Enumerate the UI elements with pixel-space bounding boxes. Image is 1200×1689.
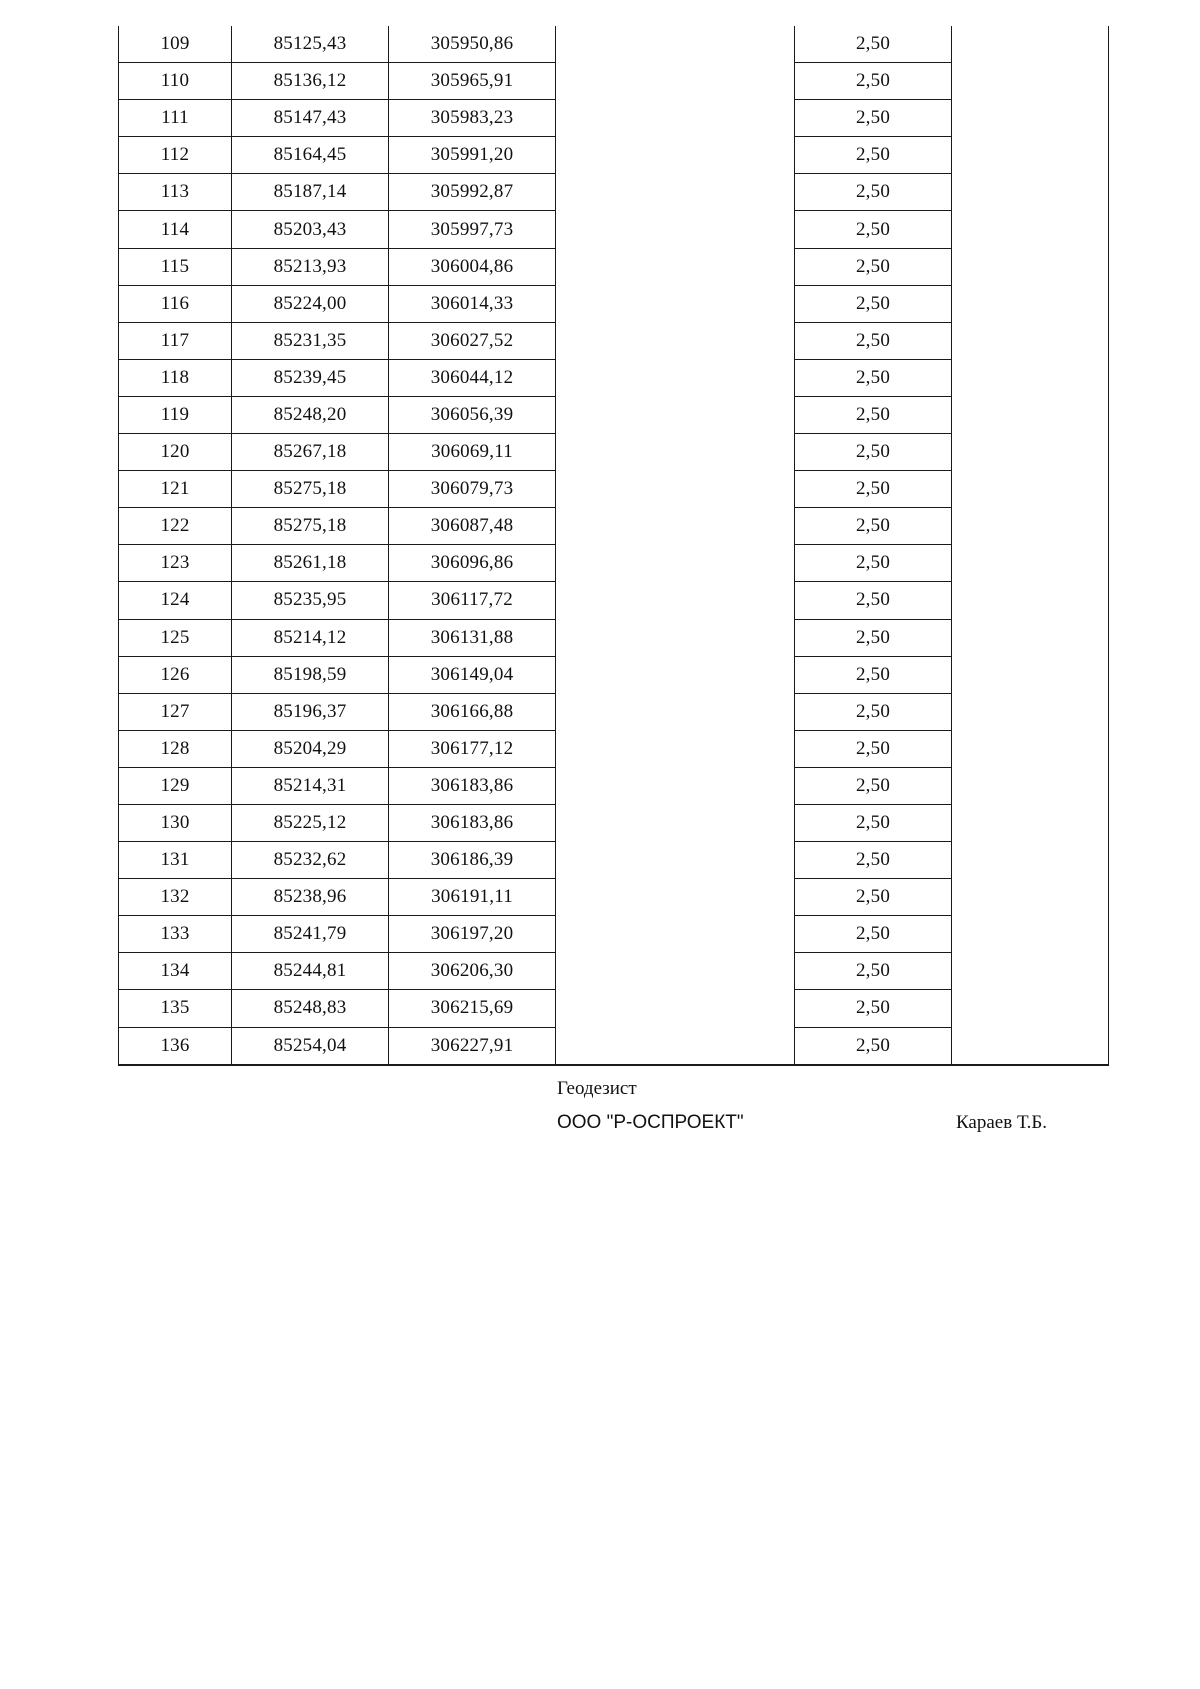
x-coordinate-cell: 85187,14 xyxy=(232,174,389,211)
empty-cell xyxy=(556,1027,795,1065)
x-coordinate-cell: 85225,12 xyxy=(232,804,389,841)
empty-cell xyxy=(556,396,795,433)
empty-cell xyxy=(556,804,795,841)
x-coordinate-cell: 85232,62 xyxy=(232,842,389,879)
table-row xyxy=(119,953,1109,990)
x-coordinate-cell: 85224,00 xyxy=(232,285,389,322)
empty-cell xyxy=(952,767,1109,804)
empty-cell xyxy=(952,916,1109,953)
point-number-cell: 128 xyxy=(119,730,232,767)
empty-cell xyxy=(556,953,795,990)
y-coordinate-cell: 306149,04 xyxy=(389,656,556,693)
point-number-cell: 111 xyxy=(119,100,232,137)
y-coordinate-cell: 306197,20 xyxy=(389,916,556,953)
table-row xyxy=(119,174,1109,211)
accuracy-cell: 2,50 xyxy=(795,730,952,767)
x-coordinate-cell: 85203,43 xyxy=(232,211,389,248)
accuracy-cell: 2,50 xyxy=(795,582,952,619)
x-coordinate-cell: 85125,43 xyxy=(232,26,389,63)
y-coordinate-cell: 305992,87 xyxy=(389,174,556,211)
y-coordinate-cell: 306069,11 xyxy=(389,434,556,471)
empty-cell xyxy=(952,842,1109,879)
accuracy-cell: 2,50 xyxy=(795,137,952,174)
table-row xyxy=(119,322,1109,359)
accuracy-cell: 2,50 xyxy=(795,174,952,211)
y-coordinate-cell: 306183,86 xyxy=(389,804,556,841)
y-coordinate-cell: 305997,73 xyxy=(389,211,556,248)
empty-cell xyxy=(952,619,1109,656)
empty-cell xyxy=(952,26,1109,63)
x-coordinate-cell: 85204,29 xyxy=(232,730,389,767)
x-coordinate-cell: 85275,18 xyxy=(232,508,389,545)
table-row xyxy=(119,879,1109,916)
x-coordinate-cell: 85244,81 xyxy=(232,953,389,990)
empty-cell xyxy=(556,693,795,730)
y-coordinate-cell: 306044,12 xyxy=(389,359,556,396)
accuracy-cell: 2,50 xyxy=(795,619,952,656)
accuracy-cell: 2,50 xyxy=(795,693,952,730)
empty-cell xyxy=(952,804,1109,841)
y-coordinate-cell: 306186,39 xyxy=(389,842,556,879)
x-coordinate-cell: 85275,18 xyxy=(232,471,389,508)
point-number-cell: 122 xyxy=(119,508,232,545)
empty-cell xyxy=(556,63,795,100)
table-row xyxy=(119,248,1109,285)
empty-cell xyxy=(556,730,795,767)
x-coordinate-cell: 85214,31 xyxy=(232,767,389,804)
empty-cell xyxy=(952,1027,1109,1065)
accuracy-cell: 2,50 xyxy=(795,211,952,248)
point-number-cell: 110 xyxy=(119,63,232,100)
empty-cell xyxy=(556,842,795,879)
y-coordinate-cell: 306183,86 xyxy=(389,767,556,804)
empty-cell xyxy=(556,656,795,693)
table-row xyxy=(119,471,1109,508)
empty-cell xyxy=(952,396,1109,433)
empty-cell xyxy=(556,508,795,545)
accuracy-cell: 2,50 xyxy=(795,508,952,545)
y-coordinate-cell: 306166,88 xyxy=(389,693,556,730)
table-row xyxy=(119,582,1109,619)
table-row xyxy=(119,508,1109,545)
point-number-cell: 115 xyxy=(119,248,232,285)
table-row xyxy=(119,842,1109,879)
point-number-cell: 114 xyxy=(119,211,232,248)
y-coordinate-cell: 306177,12 xyxy=(389,730,556,767)
y-coordinate-cell: 306191,11 xyxy=(389,879,556,916)
y-coordinate-cell: 306079,73 xyxy=(389,471,556,508)
table-row xyxy=(119,100,1109,137)
y-coordinate-cell: 305991,20 xyxy=(389,137,556,174)
y-coordinate-cell: 306087,48 xyxy=(389,508,556,545)
y-coordinate-cell: 306215,69 xyxy=(389,990,556,1027)
empty-cell xyxy=(952,137,1109,174)
empty-cell xyxy=(952,879,1109,916)
empty-cell xyxy=(556,990,795,1027)
y-coordinate-cell: 306227,91 xyxy=(389,1027,556,1065)
x-coordinate-cell: 85238,96 xyxy=(232,879,389,916)
accuracy-cell: 2,50 xyxy=(795,545,952,582)
x-coordinate-cell: 85239,45 xyxy=(232,359,389,396)
accuracy-cell: 2,50 xyxy=(795,1027,952,1065)
y-coordinate-cell: 305965,91 xyxy=(389,63,556,100)
point-number-cell: 126 xyxy=(119,656,232,693)
accuracy-cell: 2,50 xyxy=(795,322,952,359)
accuracy-cell: 2,50 xyxy=(795,656,952,693)
point-number-cell: 119 xyxy=(119,396,232,433)
empty-cell xyxy=(556,767,795,804)
point-number-cell: 136 xyxy=(119,1027,232,1065)
accuracy-cell: 2,50 xyxy=(795,953,952,990)
y-coordinate-cell: 305983,23 xyxy=(389,100,556,137)
point-number-cell: 116 xyxy=(119,285,232,322)
signature-role: Геодезист xyxy=(557,1078,637,1099)
x-coordinate-cell: 85196,37 xyxy=(232,693,389,730)
accuracy-cell: 2,50 xyxy=(795,396,952,433)
point-number-cell: 125 xyxy=(119,619,232,656)
point-number-cell: 121 xyxy=(119,471,232,508)
x-coordinate-cell: 85248,20 xyxy=(232,396,389,433)
accuracy-cell: 2,50 xyxy=(795,767,952,804)
y-coordinate-cell: 306131,88 xyxy=(389,619,556,656)
table-row xyxy=(119,211,1109,248)
empty-cell xyxy=(952,248,1109,285)
point-number-cell: 109 xyxy=(119,26,232,63)
empty-cell xyxy=(556,582,795,619)
empty-cell xyxy=(952,359,1109,396)
point-number-cell: 131 xyxy=(119,842,232,879)
point-number-cell: 123 xyxy=(119,545,232,582)
point-number-cell: 132 xyxy=(119,879,232,916)
accuracy-cell: 2,50 xyxy=(795,916,952,953)
accuracy-cell: 2,50 xyxy=(795,100,952,137)
table-row xyxy=(119,767,1109,804)
signature-organization: ООО "Р-ОСПРОЕКТ" xyxy=(557,1112,744,1133)
table-row xyxy=(119,619,1109,656)
empty-cell xyxy=(952,471,1109,508)
y-coordinate-cell: 305950,86 xyxy=(389,26,556,63)
accuracy-cell: 2,50 xyxy=(795,285,952,322)
point-number-cell: 133 xyxy=(119,916,232,953)
accuracy-cell: 2,50 xyxy=(795,471,952,508)
table-row xyxy=(119,730,1109,767)
y-coordinate-cell: 306206,30 xyxy=(389,953,556,990)
empty-cell xyxy=(952,211,1109,248)
x-coordinate-cell: 85213,93 xyxy=(232,248,389,285)
y-coordinate-cell: 306027,52 xyxy=(389,322,556,359)
x-coordinate-cell: 85241,79 xyxy=(232,916,389,953)
accuracy-cell: 2,50 xyxy=(795,26,952,63)
empty-cell xyxy=(952,582,1109,619)
empty-cell xyxy=(952,322,1109,359)
empty-cell xyxy=(952,63,1109,100)
signature-name: Караев Т.Б. xyxy=(956,1112,1048,1133)
empty-cell xyxy=(952,693,1109,730)
empty-cell xyxy=(556,100,795,137)
empty-cell xyxy=(556,211,795,248)
point-number-cell: 130 xyxy=(119,804,232,841)
table-row xyxy=(119,396,1109,433)
empty-cell xyxy=(556,471,795,508)
x-coordinate-cell: 85147,43 xyxy=(232,100,389,137)
point-number-cell: 124 xyxy=(119,582,232,619)
y-coordinate-cell: 306004,86 xyxy=(389,248,556,285)
table-row xyxy=(119,693,1109,730)
accuracy-cell: 2,50 xyxy=(795,248,952,285)
table-row xyxy=(119,285,1109,322)
point-number-cell: 112 xyxy=(119,137,232,174)
y-coordinate-cell: 306056,39 xyxy=(389,396,556,433)
empty-cell xyxy=(556,619,795,656)
empty-cell xyxy=(556,248,795,285)
table-row xyxy=(119,63,1109,100)
empty-cell xyxy=(952,508,1109,545)
table-row xyxy=(119,137,1109,174)
x-coordinate-cell: 85261,18 xyxy=(232,545,389,582)
empty-cell xyxy=(952,990,1109,1027)
empty-cell xyxy=(952,730,1109,767)
x-coordinate-cell: 85214,12 xyxy=(232,619,389,656)
table-row xyxy=(119,916,1109,953)
empty-cell xyxy=(556,285,795,322)
x-coordinate-cell: 85248,83 xyxy=(232,990,389,1027)
empty-cell xyxy=(952,953,1109,990)
accuracy-cell: 2,50 xyxy=(795,359,952,396)
point-number-cell: 135 xyxy=(119,990,232,1027)
point-number-cell: 118 xyxy=(119,359,232,396)
x-coordinate-cell: 85231,35 xyxy=(232,322,389,359)
y-coordinate-cell: 306014,33 xyxy=(389,285,556,322)
empty-cell xyxy=(952,285,1109,322)
accuracy-cell: 2,50 xyxy=(795,434,952,471)
empty-cell xyxy=(952,545,1109,582)
empty-cell xyxy=(556,137,795,174)
point-number-cell: 117 xyxy=(119,322,232,359)
empty-cell xyxy=(556,174,795,211)
table-row xyxy=(119,656,1109,693)
x-coordinate-cell: 85136,12 xyxy=(232,63,389,100)
coordinates-table-body xyxy=(119,26,1109,1065)
accuracy-cell: 2,50 xyxy=(795,804,952,841)
table-row xyxy=(119,359,1109,396)
table-row xyxy=(119,545,1109,582)
empty-cell xyxy=(556,879,795,916)
accuracy-cell: 2,50 xyxy=(795,879,952,916)
table-row xyxy=(119,990,1109,1027)
empty-cell xyxy=(952,174,1109,211)
point-number-cell: 120 xyxy=(119,434,232,471)
empty-cell xyxy=(556,359,795,396)
table-row xyxy=(119,26,1109,63)
empty-cell xyxy=(556,322,795,359)
empty-cell xyxy=(556,26,795,63)
empty-cell xyxy=(556,545,795,582)
accuracy-cell: 2,50 xyxy=(795,842,952,879)
x-coordinate-cell: 85198,59 xyxy=(232,656,389,693)
x-coordinate-cell: 85235,95 xyxy=(232,582,389,619)
empty-cell xyxy=(556,916,795,953)
point-number-cell: 134 xyxy=(119,953,232,990)
point-number-cell: 127 xyxy=(119,693,232,730)
x-coordinate-cell: 85164,45 xyxy=(232,137,389,174)
empty-cell xyxy=(952,100,1109,137)
empty-cell xyxy=(556,434,795,471)
table-row xyxy=(119,804,1109,841)
point-number-cell: 113 xyxy=(119,174,232,211)
accuracy-cell: 2,50 xyxy=(795,63,952,100)
empty-cell xyxy=(952,434,1109,471)
table-row xyxy=(119,1027,1109,1065)
accuracy-cell: 2,50 xyxy=(795,990,952,1027)
coordinates-table xyxy=(118,26,1109,1066)
x-coordinate-cell: 85254,04 xyxy=(232,1027,389,1065)
y-coordinate-cell: 306096,86 xyxy=(389,545,556,582)
empty-cell xyxy=(952,656,1109,693)
table-row xyxy=(119,434,1109,471)
y-coordinate-cell: 306117,72 xyxy=(389,582,556,619)
point-number-cell: 129 xyxy=(119,767,232,804)
x-coordinate-cell: 85267,18 xyxy=(232,434,389,471)
